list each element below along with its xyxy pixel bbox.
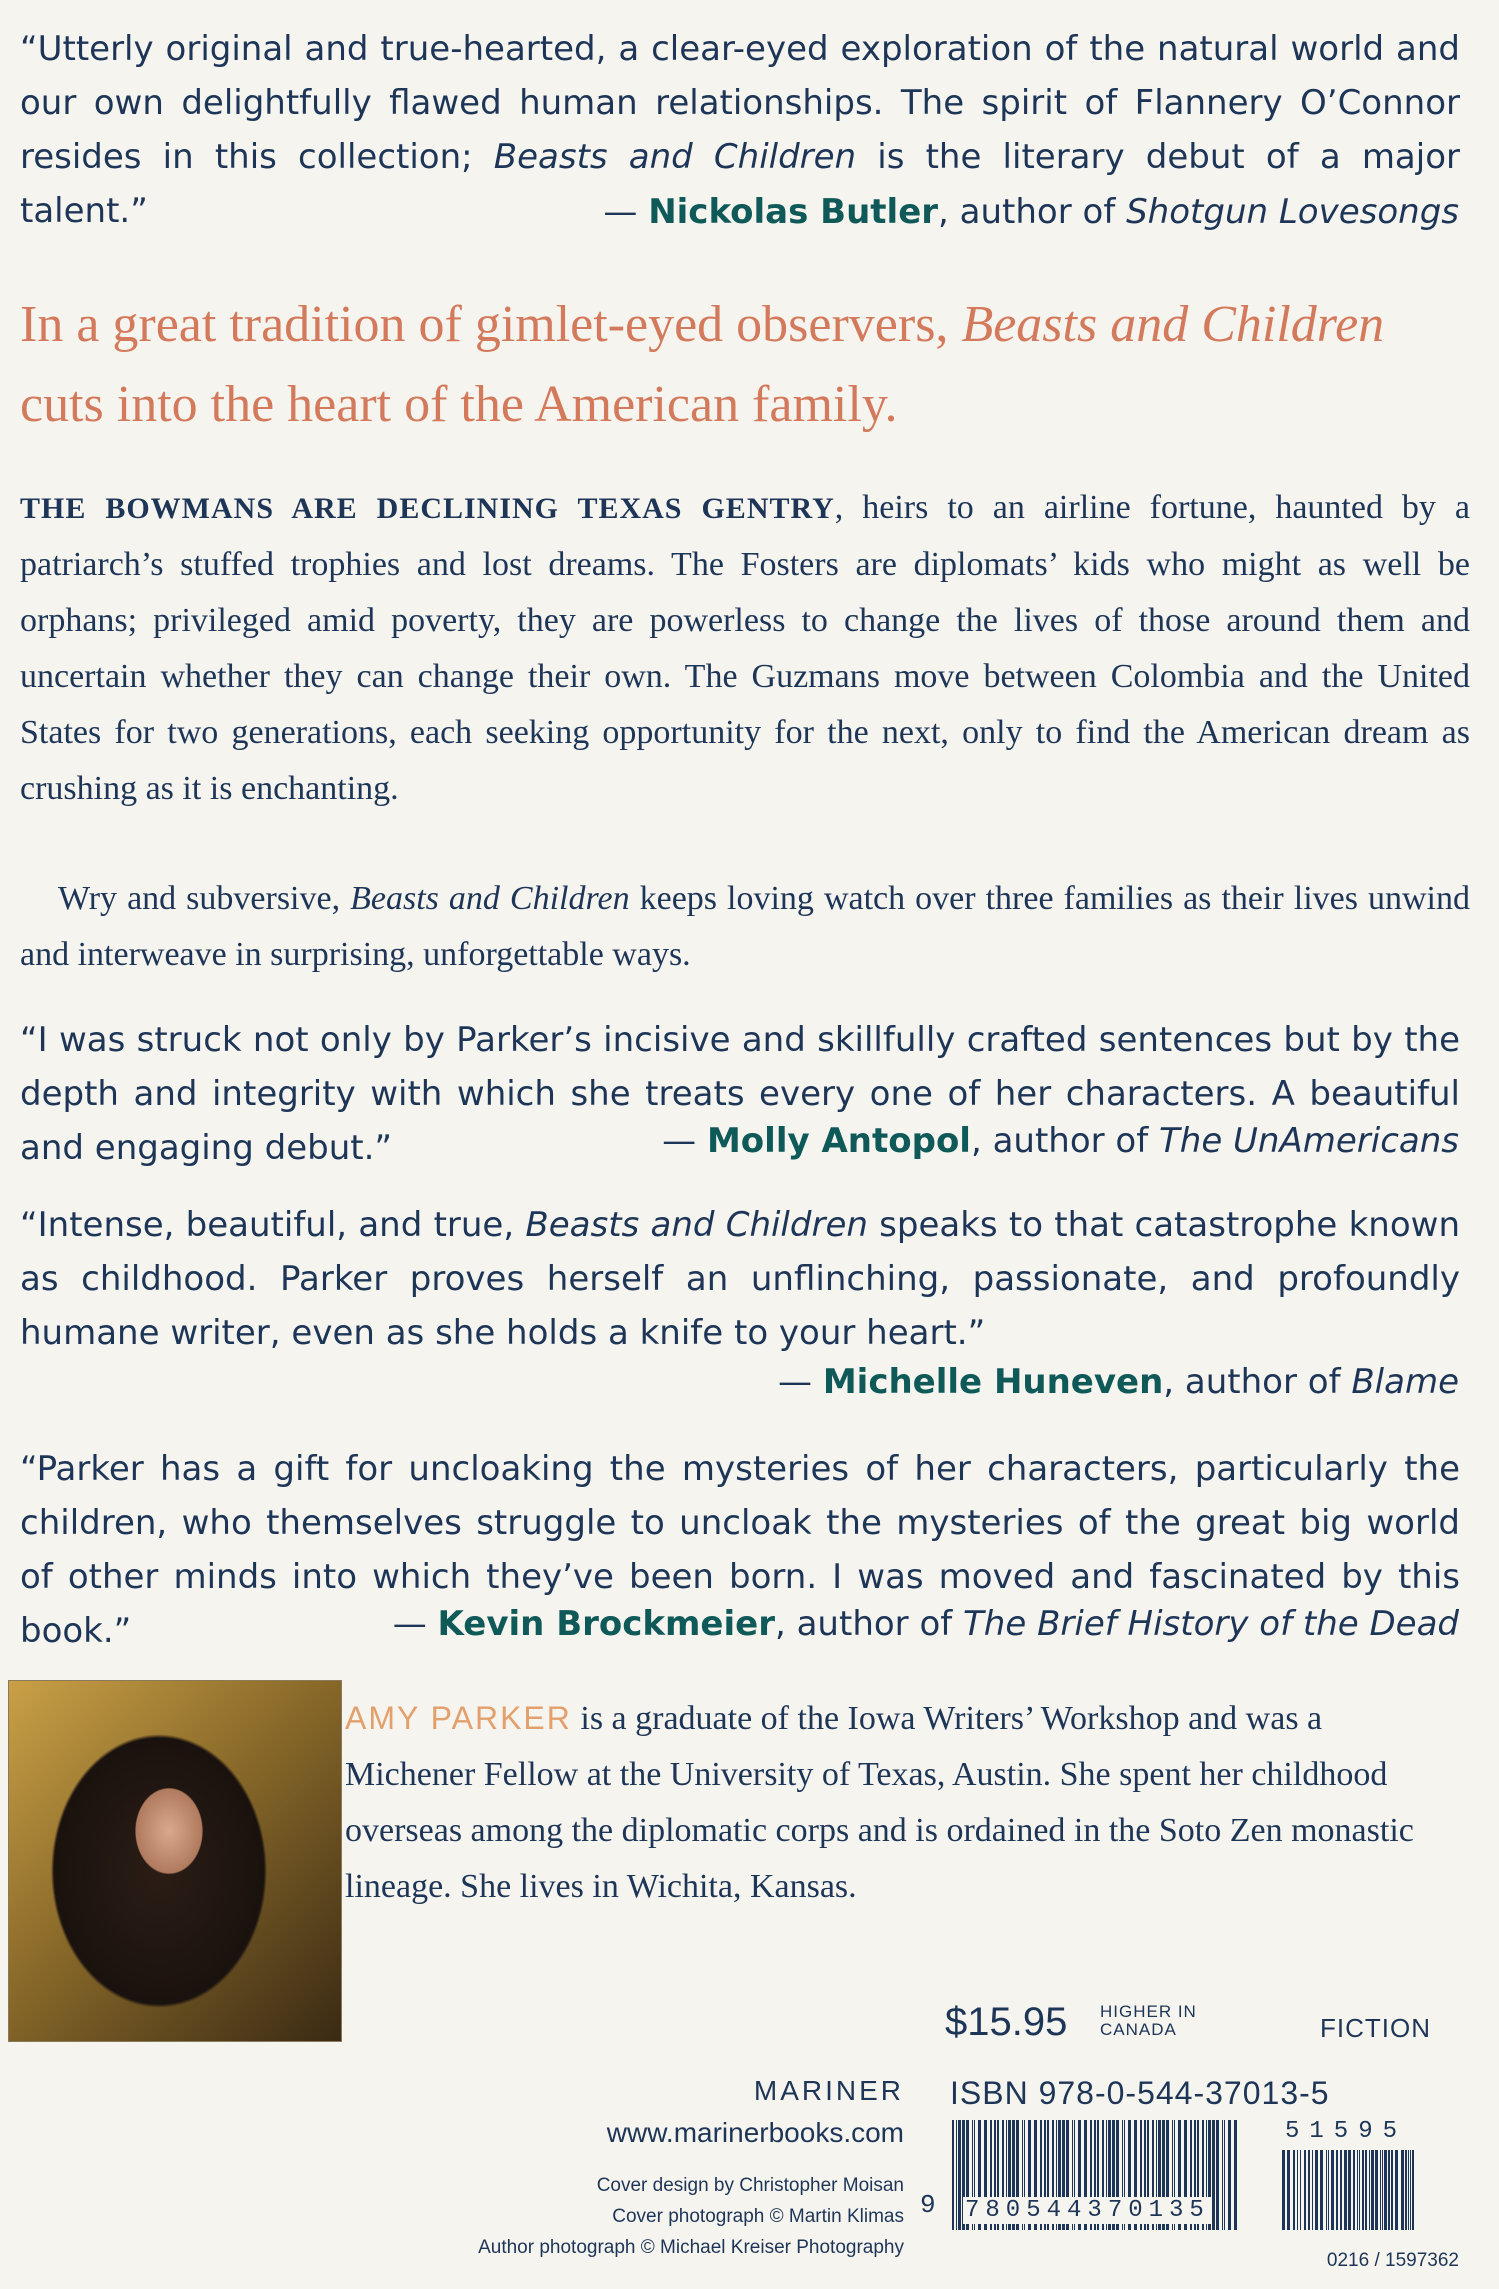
barcode-bar xyxy=(1357,2150,1358,2230)
barcode-bar xyxy=(1401,2150,1404,2230)
barcode-bar xyxy=(1234,2120,1237,2230)
barcode-bar xyxy=(1384,2150,1387,2230)
barcode-bar xyxy=(1348,2150,1351,2230)
barcode-bar xyxy=(1405,2150,1407,2230)
barcode-bar xyxy=(1287,2150,1290,2230)
genre-label: FICTION xyxy=(1320,2013,1431,2043)
barcode-bar xyxy=(1371,2150,1374,2230)
barcode-bar xyxy=(1382,2150,1383,2230)
barcode-bar xyxy=(1365,2150,1367,2230)
barcode-bar xyxy=(1410,2150,1411,2230)
headline: In a great tradition of gimlet-eyed observers, Beasts and Children cuts into the heart of the American family. xyxy=(20,296,1385,433)
barcode-bar xyxy=(1304,2150,1306,2230)
quote-antopol: “I was struck not only by Parker’s incisive and skillfully crafted sentences but by the depth and integrity with which she treats every one of her characters. A beautiful and engaging debut.” xyxy=(20,1020,1460,1168)
barcode-bar xyxy=(956,2120,957,2230)
barcode-bar xyxy=(1300,2150,1301,2230)
barcode-price-code: 51595 xyxy=(1285,2118,1408,2145)
barcode-bar xyxy=(1336,2150,1338,2230)
barcode-bar xyxy=(1212,2120,1215,2230)
barcode-bar xyxy=(1312,2150,1313,2230)
catalog-number: 0216 / 1597362 xyxy=(1326,2250,1459,2271)
barcode-bar xyxy=(1375,2150,1378,2230)
barcode-bar xyxy=(1353,2150,1355,2230)
publisher-url: www.marinerbooks.com xyxy=(606,2117,904,2148)
description-para-2: Wry and subversive, Beasts and Children keeps loving watch over three families as their lives unwind and interweave in surprising, unforgettable ways. xyxy=(20,880,1471,973)
barcode-bar xyxy=(1224,2120,1225,2230)
barcode-bar xyxy=(1331,2150,1334,2230)
attribution-antopol: — Molly Antopol, author of The UnAmericans xyxy=(662,1121,1459,1161)
barcode-bar xyxy=(1315,2150,1318,2230)
barcode-bar xyxy=(1340,2150,1342,2230)
description-para-1: THE BOWMANS ARE DECLINING TEXAS GENTRY, heirs to an airline fortune, haunted by a patriarch’s stuffed trophies and lost dreams. The Fosters are diplomats’ kids who might as well be orphans; privileged amid poverty, they are powerless to change the lives of those around them and uncertain whether they can change their own. The Guzmans move between Colombia and the United States for two generations, each seeking opportunity for the next, only to find the American dream as crushing as it is enchanting. xyxy=(20,489,1470,807)
barcode-lead-digit: 9 xyxy=(920,2190,936,2220)
photo-credits: Cover design by Christopher Moisan Cover photograph © Martin Klimas Author photograph © Michael Kreiser Photography xyxy=(478,2175,904,2258)
higher-in-canada: HIGHER IN CANADA xyxy=(1100,2002,1197,2039)
barcode-bar xyxy=(1369,2150,1370,2230)
barcode-bar xyxy=(1395,2150,1398,2230)
barcode-bar xyxy=(1282,2150,1285,2230)
quote-huneven: “Intense, beautiful, and true, Beasts and Children speaks to that catastrophe known as childhood. Parker proves herself an unflinching, passionate, and profoundly humane writer, even as she holds a knife to your heart.” xyxy=(20,1205,1460,1353)
author-bio: AMY PARKER is a graduate of the Iowa Writers’ Workshop and was a Michener Fellow at the University of Texas, Austin. She spent her childhood overseas among the diplomatic corps and is ordained in the Soto Zen monastic lineage. She lives in Wichita, Kansas. xyxy=(345,1700,1414,1905)
attribution-huneven: — Michelle Huneven, author of Blame xyxy=(778,1362,1459,1402)
publisher-name: MARINER xyxy=(753,2075,904,2106)
barcode-bar xyxy=(958,2120,961,2230)
barcode-bar xyxy=(1293,2150,1295,2230)
attribution-butler: — Nickolas Butler, author of Shotgun Lovesongs xyxy=(603,192,1459,232)
barcode-bar xyxy=(1326,2150,1327,2230)
price-barcode-icon xyxy=(1280,2150,1420,2230)
barcode-bar xyxy=(952,2120,954,2230)
attribution-brockmeier: — Kevin Brockmeier, author of The Brief History of the Dead xyxy=(392,1604,1459,1644)
barcode-bar xyxy=(1408,2150,1409,2230)
author-photo xyxy=(8,1680,342,2042)
barcode-bar xyxy=(1388,2150,1390,2230)
barcode-bar xyxy=(1362,2150,1364,2230)
barcode-bar xyxy=(1359,2150,1360,2230)
barcode-bar xyxy=(1412,2150,1414,2230)
price: $15.95 xyxy=(945,2000,1068,2044)
barcode-bar xyxy=(1228,2120,1231,2230)
quote-butler: “Utterly original and true-hearted, a clear-eyed exploration of the natural world and our own delightfully flawed human relationships. The spirit of Flannery O’Connor resides in this collection; Beasts and Children is the literary debut of a major talent.” xyxy=(20,29,1460,231)
barcode-bar xyxy=(1297,2150,1298,2230)
barcode-bar xyxy=(1328,2150,1329,2230)
barcode-bar xyxy=(1391,2150,1393,2230)
barcode-bar xyxy=(1380,2150,1381,2230)
barcode-bar xyxy=(1222,2120,1223,2230)
quote-brockmeier: “Parker has a gift for uncloaking the mysteries of her characters, particularly the children, who themselves struggle to uncloak the mysteries of the great big world of other minds into which they’ve been born. I was moved and fascinated by this book.” xyxy=(20,1449,1460,1651)
barcode-bar xyxy=(1308,2150,1310,2230)
isbn: ISBN 978-0-544-37013-5 xyxy=(950,2075,1330,2111)
barcode-bar xyxy=(1320,2150,1323,2230)
barcode-bar xyxy=(1216,2120,1219,2230)
author-name: AMY PARKER xyxy=(345,1700,572,1736)
barcode-bar xyxy=(1344,2150,1347,2230)
barcode-digits: 780544370135 xyxy=(965,2197,1210,2224)
